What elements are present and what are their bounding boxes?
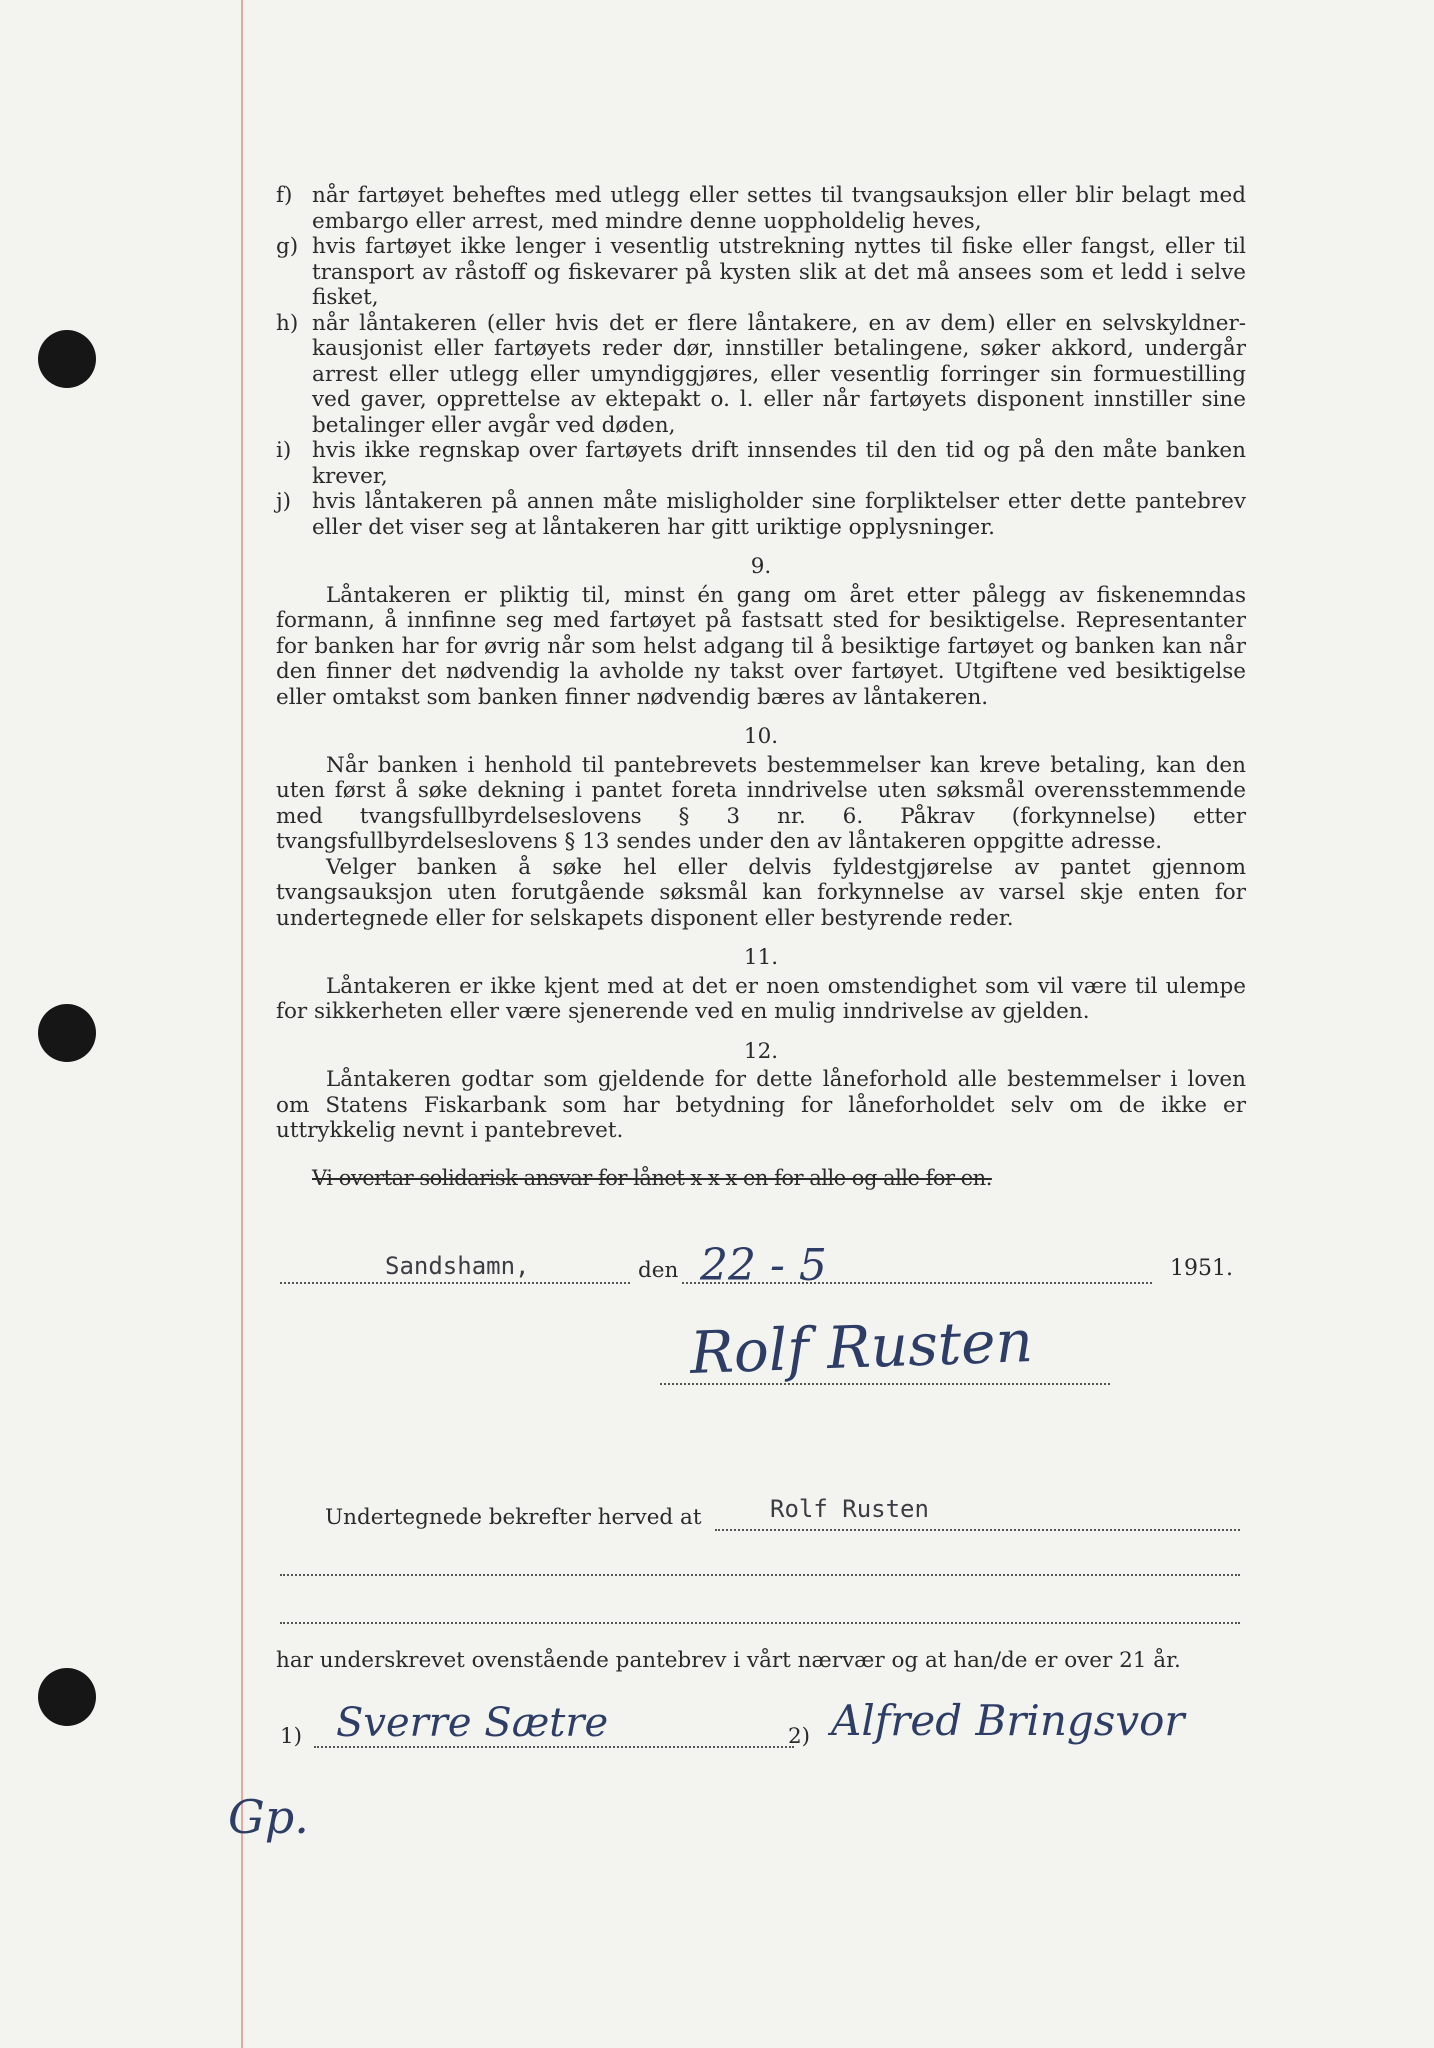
clause-text: hvis låntakeren på annen måte misligholder sine forpliktelser etter dette pantebrev eller det viser seg at låntakeren har gitt uriktige opplysninger. — [312, 489, 1246, 540]
clause-text: hvis ikke regnskap over fartøyets drift innsendes til den tid og på den måte banken krever, — [312, 438, 1246, 489]
confirmation-label: Undertegnede bekrefter herved at — [325, 1505, 702, 1530]
dotted-rule — [280, 1574, 1240, 1576]
clause-text: hvis fartøyet ikke lenger i vesentlig utstrekning nyttes til fiske eller fangst, eller til transport av råstoff og fiskevarer på kysten slik at det må ansees som et ledd i selve fisket, — [312, 234, 1246, 310]
clause-label: g) — [276, 234, 299, 259]
witness2-signature: Alfred Bringsvor — [831, 1696, 1185, 1745]
section-paragraph: Låntakeren er pliktig til, minst én gang om året etter pålegg av fiskenemndas formann, å innfinne seg med fartøyet på fastsatt sted for besiktigelse. Representanter for banken har for øvrig når som helst adgang til å besiktige fartøyet og banken kan når den finner det nødvendig la avholde ny takst over fartøyet. Utgiftene ved besiktigelse eller omtakst som banken finner nødvendig bæres av låntakeren. — [276, 582, 1246, 710]
punch-hole — [38, 1004, 96, 1062]
clause-g — [276, 234, 1246, 311]
borrower-signature-area — [660, 1305, 1120, 1415]
borrower-signature: Rolf Rusten — [688, 1307, 1034, 1387]
section-paragraph: Låntakeren er ikke kjent med at det er noen omstendighet som vil være til ulempe for sikkerheten eller være sjenerende ved en mulig inndrivelse av gjelden. — [276, 973, 1246, 1024]
section-paragraph: Låntakeren godtar som gjeldende for dette låneforhold alle bestemmelser i loven om Statens Fiskarbank som har betydning for låneforholdet selv om de ikke er uttrykkelig nevnt i pantebrevet. — [276, 1067, 1246, 1143]
clause-list — [276, 183, 1246, 1191]
witness-signatures — [276, 1696, 1276, 1770]
dotted-rule — [715, 1529, 1240, 1531]
dotted-rule — [280, 1622, 1240, 1624]
margin-rule — [241, 0, 243, 2048]
clause-label: i) — [276, 438, 292, 463]
punch-hole — [38, 1668, 96, 1726]
handwritten-initials: Gp. — [228, 1790, 309, 1844]
clause-i — [276, 438, 1246, 489]
clause-label: f) — [276, 183, 293, 208]
clause-label: j) — [276, 489, 292, 514]
dotted-rule — [280, 1282, 630, 1284]
date-handwritten: 22 - 5 — [700, 1240, 827, 1291]
year: 1951. — [1170, 1256, 1233, 1281]
witness1-signature: Sverre Sætre — [336, 1700, 609, 1746]
confirmed-name-typed: Rolf Rusten — [770, 1495, 929, 1523]
den-label: den — [638, 1258, 679, 1283]
witness1-label: 1) — [280, 1724, 303, 1749]
date-line — [280, 1240, 1233, 1291]
section-number: 11. — [743, 945, 779, 970]
punch-hole — [38, 330, 96, 388]
clause-f — [276, 183, 1246, 234]
witness2-label: 2) — [788, 1724, 811, 1749]
clause-text: når fartøyet beheftes med utlegg eller settes til tvangsauksjon eller blir belagt med embargo eller arrest, med mindre denne uoppholdelig heves, — [312, 183, 1246, 234]
section-paragraph: Når banken i henhold til pantebrevets bestemmelser kan kreve betaling, kan den uten først å søke dekning i pantet foreta inndrivelse uten søksmål overensstemmende med tvangsfullbyrdelseslovens § 3 nr. 6. Påkrav (forkynnelse) etter tvangsfullbyrdelseslovens § 13 sendes under den av låntakeren oppgitte adresse. — [276, 752, 1246, 854]
struck-out-line: Vi overtar solidarisk ansvar for lånet x x x en for alle og alle for en. — [312, 1165, 992, 1190]
clause-j — [276, 489, 1246, 540]
witness-statement: har underskrevet ovenstående pantebrev i vårt nærvær og at han/de er over 21 år. — [276, 1648, 1181, 1673]
dotted-rule — [314, 1746, 794, 1748]
section-number: 12. — [743, 1038, 779, 1064]
section-number: 10. — [743, 724, 779, 749]
confirmation-line — [325, 1495, 1245, 1535]
clause-text: når låntakeren (eller hvis det er flere låntakere, en av dem) eller en selvskyldner-kausjonist eller fartøyets reder dør, innstiller betalingene, søker akkord, undergår arrest eller utlegg eller umyndiggjøres, eller vesentlig forringer sin formuestilling ved gaver, opprettelse av ektepakt o. l. eller når fartøyets disponent innstiller sine betalinger eller avgår ved døden, — [312, 310, 1246, 438]
clause-label: h) — [276, 310, 299, 336]
section-number: 9. — [750, 554, 772, 579]
section-paragraph: Velger banken å søke hel eller delvis fyldestgjørelse av pantet gjennom tvangsauksjon uten forutgående søksmål kan forkynnelse av varsel skje enten for undertegnede eller for selskapets disponent eller bestyrende reder. — [276, 854, 1246, 931]
place-typed: Sandshamn, — [385, 1252, 530, 1280]
clause-h — [276, 311, 1246, 439]
